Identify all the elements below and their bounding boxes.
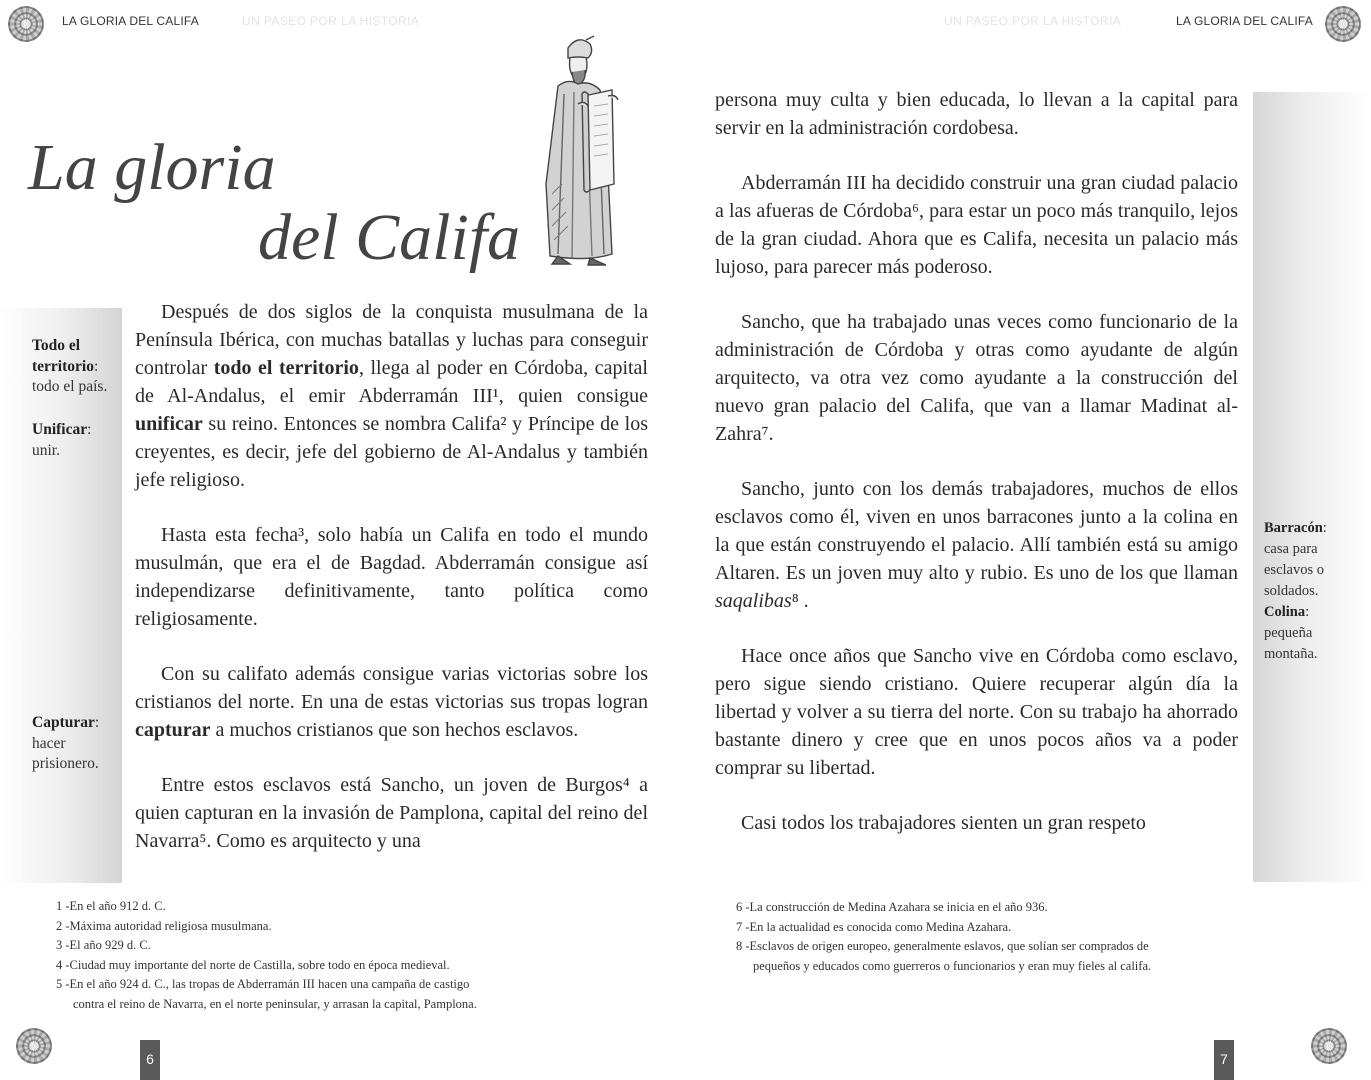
page-number: 6 — [140, 1040, 160, 1080]
running-header-faded: UN PASEO POR LA HISTORIA — [242, 14, 420, 28]
running-header-faded: UN PASEO POR LA HISTORIA — [944, 14, 1122, 28]
footnote: 7 -En la actualidad es conocida como Medina Azahara. — [736, 919, 1012, 934]
footnotes — [56, 897, 477, 1014]
rosette-ornament-icon — [1311, 1028, 1347, 1064]
margin-gloss-unificar: Unificar: unir. — [32, 421, 92, 459]
chapter-title-line-1: La gloria — [28, 131, 276, 204]
paragraph: Hasta esta fecha³, solo había un Califa en todo el mundo musulmán, que era el de Bagdad. Abderramán consigue así independizarse definitivamente, tanto política como religiosamente. — [135, 524, 648, 630]
chapter-title-line-2: del Califa — [258, 201, 521, 274]
paragraph: Sancho, junto con los demás trabajadores, muchos de ellos esclavos como él, viven en unos barracones junto a la colina en la que están construyendo el palacio. Allí también está su amigo Altaren. Es un joven muy alto y rubio. Es uno de los que llaman saqalibas⁸ . — [715, 478, 1238, 612]
rosette-ornament-icon — [8, 6, 44, 42]
footnote-continuation: pequeños y educados como guerreros o funcionarios y eran muy fieles al califa. — [753, 958, 1152, 973]
paragraph: Entre estos esclavos está Sancho, un joven de Burgos⁴ a quien capturan en la invasión de Pamplona, capital del reino del Navarra⁵. Como es arquitecto y una — [135, 774, 648, 852]
right-page — [686, 0, 1371, 1080]
footnotes — [736, 898, 1151, 976]
body-text — [135, 298, 648, 882]
margin-band — [1253, 92, 1371, 882]
paragraph: Hace once años que Sancho vive en Córdoba como esclavo, pero sigue siendo cristiano. Quiere recuperar algún día la libertad y volver a su tierra del norte. Con su trabajo ha ahorrado bastante dinero y cree que en unos pocos años va a poder comprar su libertad. — [715, 645, 1238, 779]
gloss-term: Capturar — [32, 714, 95, 731]
gloss-term: Todo el territorio — [32, 337, 94, 375]
footnote: 2 -Máxima autoridad religiosa musulmana. — [56, 918, 272, 933]
paragraph: Con su califato además consigue varias victorias sobre los cristianos del norte. En una de estas victorias sus tropas logran capturar a muchos cristianos que son hechos esclavos. — [135, 663, 648, 741]
paragraph: Abderramán III ha decidido construir una gran ciudad palacio a las afueras de Córdoba⁶, para estar un poco más tranquilo, lejos de la gran ciudad. Ahora que es Califa, necesita un palacio más lujoso, para parecer más poderoso. — [715, 172, 1238, 278]
rosette-ornament-icon — [16, 1028, 52, 1064]
left-page — [0, 0, 685, 1080]
gloss-definition: casa para esclavos o soldados. — [1264, 541, 1324, 599]
margin-gloss-territorio: Todo el territorio: todo el país. — [32, 337, 108, 395]
gloss-term: Unificar — [32, 421, 88, 438]
rosette-ornament-icon — [1325, 6, 1361, 42]
footnote: 4 -Ciudad muy importante del norte de Castilla, sobre todo en época medieval. — [56, 957, 450, 972]
footnote: 1 -En el año 912 d. C. — [56, 899, 166, 913]
page-number: 7 — [1214, 1040, 1234, 1080]
gloss-definition: unir. — [32, 441, 60, 459]
paragraph: Después de dos siglos de la conquista musulmana de la Península Ibérica, con muchas batallas y luchas para conseguir controlar todo el territorio, llega al poder en Córdoba, capital de Al-Andalus, el emir Abderramán III¹, quien consigue unificar su reino. Entonces se nombra Califa² y Príncipe de los creyentes, es decir, jefe del gobierno de Al-Andalus y también jefe religioso. — [135, 301, 648, 491]
margin-gloss-capturar: Capturar: hacer prisionero. — [32, 714, 100, 772]
footnote: 5 -En el año 924 d. C., las tropas de Abderramán III hacen una campaña de castigo — [56, 977, 470, 991]
running-header: LA GLORIA DEL CALIFA — [1176, 14, 1313, 28]
gloss-term: Barracón — [1264, 520, 1323, 536]
body-text — [715, 86, 1238, 864]
gloss-definition: todo el país. — [32, 378, 108, 395]
footnote: 3 -El año 929 d. C. — [56, 938, 151, 952]
paragraph: Sancho, que ha trabajado unas veces como funcionario de la administración de Córdoba y otras como ayudante de algún arquitecto, va otra vez como ayudante a la construcción del nuevo gran palacio del Califa, que van a llamar Madinat al-Zahra⁷. — [715, 311, 1238, 445]
running-header: LA GLORIA DEL CALIFA — [62, 14, 199, 28]
paragraph: Casi todos los trabajadores sienten un gran respeto — [741, 812, 1146, 834]
gloss-term: Colina — [1264, 604, 1306, 620]
footnote: 8 -Esclavos de origen europeo, generalmente eslavos, que solían ser comprados de — [736, 939, 1149, 953]
gloss-definition: pequeña montaña. — [1264, 625, 1318, 662]
paragraph: persona muy culta y bien educada, lo llevan a la capital para servir en la administración cordobesa. — [715, 89, 1238, 139]
gloss-definition: hacer prisionero. — [32, 734, 99, 772]
margin-gloss-barracon: Barracón: casa para esclavos o soldados. Colina: pequeña montaña. — [1264, 520, 1327, 662]
footnote-continuation: contra el reino de Navarra, en el norte peninsular, y arrasan la capital, Pamplona. — [73, 996, 477, 1011]
footnote: 6 -La construcción de Medina Azahara se inicia en el año 936. — [736, 900, 1048, 914]
scholar-illustration-icon — [528, 34, 628, 266]
